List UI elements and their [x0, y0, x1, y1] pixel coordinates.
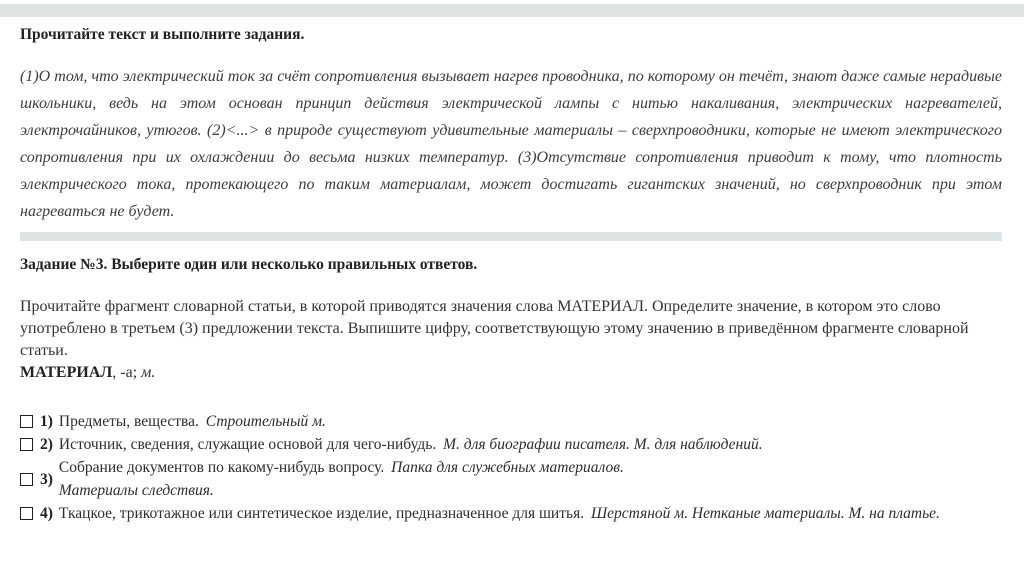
option-4-example: Шерстяной м. Нетканые материалы. М. на платье.: [590, 505, 940, 522]
reading-passage-text: (1)О том, что электрический ток за счёт сопротивления вызывает нагрев проводника, по которому он течёт, знают даже самые нерадивые школьники, ведь на этом основан принцип действия электрической лампы с нитью накаливания, электрических нагревателей, электрочайников, утюгов. (2)<...> в природе существуют удивительные материалы – сверхпроводники, которые не имеют электрического сопротивления при их охлаждении до весьма низких температур. (3)Отсутствие сопротивления приводит к тому, что плотность электрического тока, протекающего по таким материалам, может достигать гигантских значений, но сверхпроводник при этом нагреваться не будет.: [20, 68, 1002, 220]
option-1-number: 1): [40, 413, 53, 430]
task-section: [20, 257, 1002, 525]
option-1-definition: Предметы, вещества.: [58, 413, 199, 430]
answer-option-4[interactable]: [20, 502, 1002, 525]
dictionary-word: МАТЕРИАЛ: [20, 364, 113, 381]
option-2-checkbox[interactable]: [20, 438, 33, 451]
option-4-definition: Ткацкое, трикотажное или синтетическое изделие, предназначенное для шитья.: [58, 505, 585, 522]
option-3-definition: Собрание документов по какому-нибудь вопросу.: [58, 459, 385, 476]
option-3-number: 3): [40, 470, 53, 488]
option-2-text: [59, 433, 763, 456]
option-2-example: М. для биографии писателя. М. для наблюдений.: [443, 436, 763, 453]
top-bar: [0, 4, 1024, 17]
reading-section-heading: Прочитайте текст и выполните задания.: [20, 26, 305, 43]
section-divider: [20, 232, 1002, 241]
option-3-checkbox[interactable]: [20, 473, 33, 486]
option-2-definition: Источник, сведения, служащие основой для чего-нибудь.: [58, 436, 437, 453]
answer-options: [20, 410, 1002, 525]
page-content: [0, 27, 1024, 525]
answer-option-3[interactable]: [20, 456, 1002, 502]
task-heading: Задание №3. Выберите один или несколько правильных ответов.: [20, 256, 478, 273]
option-1-text: [59, 410, 326, 433]
option-1-example: Строительный м.: [205, 413, 326, 430]
dictionary-gender: м.: [141, 364, 156, 381]
reading-section: [20, 27, 1002, 225]
dictionary-forms: , -а;: [112, 364, 138, 381]
option-2-number: 2): [40, 436, 53, 453]
option-4-text: [59, 502, 940, 525]
option-4-number: 4): [40, 505, 53, 522]
option-4-checkbox[interactable]: [20, 507, 33, 520]
option-3-text: [59, 456, 644, 502]
dictionary-entry: [20, 362, 1002, 384]
answer-option-2[interactable]: [20, 433, 1002, 456]
option-3-example: Папка для служебных материалов. Материалы следствия.: [58, 459, 624, 499]
answer-option-1[interactable]: [20, 410, 1002, 433]
option-1-checkbox[interactable]: [20, 415, 33, 428]
task-instruction: Прочитайте фрагмент словарной статьи, в которой приводятся значения слова МАТЕРИАЛ. Определите значение, в котором это слово употреблено в третьем (3) предложении текста. Выпишите цифру, соответствующую этому значению в приведённом фрагменте словарной статьи.: [20, 298, 969, 359]
